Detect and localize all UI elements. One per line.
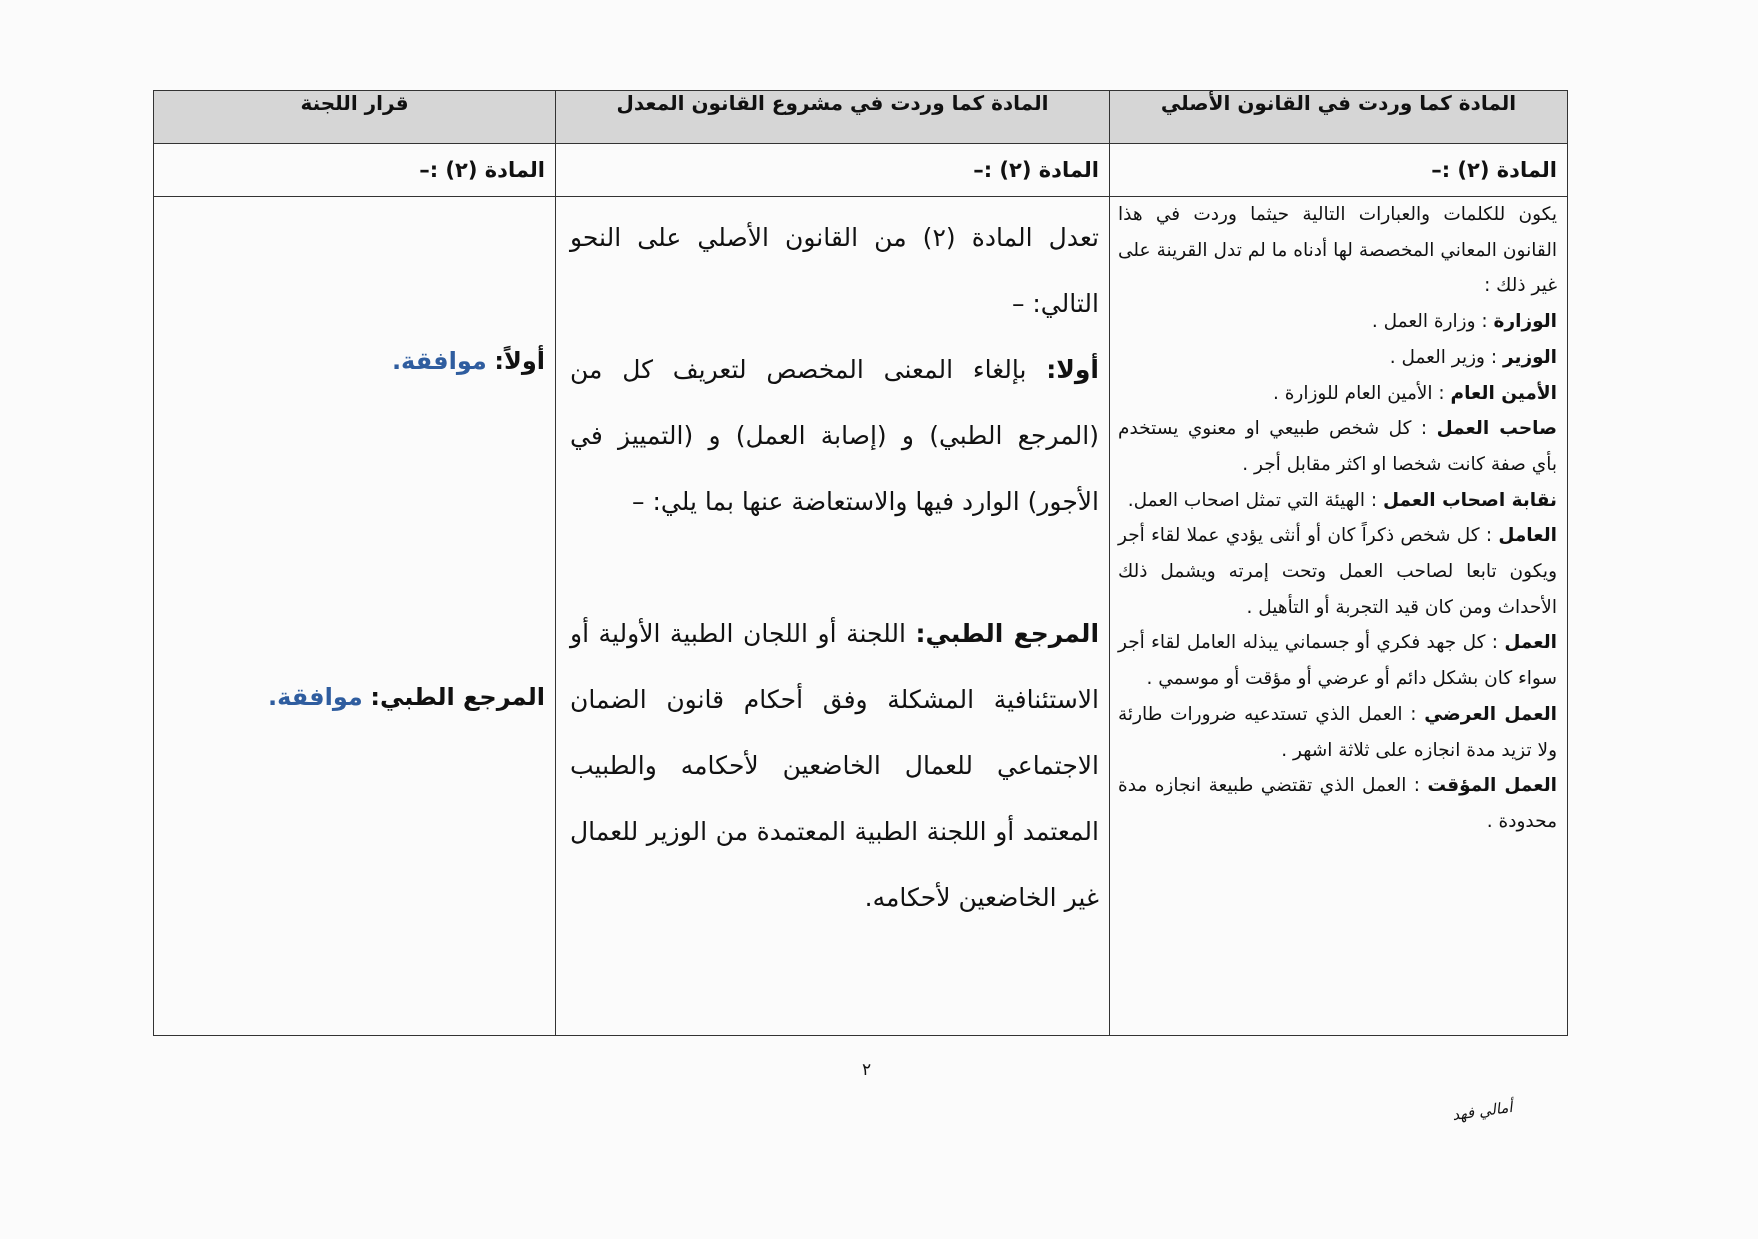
definition-item [1118,376,1557,412]
amended-first-clause [570,337,1099,535]
definition-text: : العمل الذي تقتضي طبيعة انجازه مدة محدودة . [1118,775,1557,832]
definition-text: : الهيئة التي تمثل اصحاب العمل. [1127,489,1383,511]
comparison-table [153,90,1568,1036]
decision-first-value: موافقة. [391,347,487,375]
page-number: ٢ [862,1060,872,1080]
article-label-decision: المادة (٢) :– [154,144,556,197]
definition-item [1118,483,1557,519]
decision-medical-value: موافقة. [267,683,363,711]
definition-term: العمل [1504,632,1557,654]
header-row [154,91,1568,144]
amended-intro: تعدل المادة (٢) من القانون الأصلي على النحو التالي: – [570,223,1099,318]
definition-term: الوزير [1503,346,1557,368]
definition-text: : العمل الذي تستدعيه ضرورات طارئة ولا تزيد مدة انجازه على ثلاثة اشهر . [1118,703,1557,761]
definition-text: : كل شخص طبيعي او معنوي يستخدم بأي صفة كانت شخصا او اكثر مقابل أجر . [1118,418,1557,475]
header-committee-decision: قرار اللجنة [154,91,556,144]
definition-item [1118,518,1557,625]
amended-first-text: بإلغاء المعنى المخصص لتعريف كل من (المرجع الطبي) و (إصابة العمل) و (التمييز في الأجور) الوارد فيها والاستعاضة عنها بما يلي: – [570,355,1099,516]
definition-term: العمل المؤقت [1427,775,1557,797]
decision-medical [268,683,545,711]
definition-text: : وزير العمل . [1389,346,1503,368]
definition-term: العامل [1498,525,1557,547]
original-law-text [1110,197,1568,1036]
definition-term: الأمين العام [1450,382,1557,404]
signature: أمالي فهد [1451,1097,1514,1125]
definition-text: : كل جهد فكري أو جسماني يبذله العامل لقاء أجر سواء كان بشكل دائم أو عرضي أو مؤقت أو موسمي . [1118,632,1557,690]
definition-item [1118,304,1557,340]
original-intro: يكون للكلمات والعبارات التالية حيثما وردت في هذا القانون المعاني المخصصة لها أدناه ما لم تدل القرينة على غير ذلك : [1118,204,1557,297]
amended-medical-text: اللجنة أو اللجان الطبية الأولية أو الاستئنافية المشكلة وفق أحكام قانون الضمان الاجتماعي للعمال الخاضعين لأحكامه والطبيب المعتمد أو اللجنة الطبية المعتمدة من الوزير للعمال غير الخاضعين لأحكامه. [570,619,1099,912]
decision-first [392,347,545,375]
article-label-amended: المادة (٢) :– [556,144,1110,197]
amended-first-label: أولا: [1046,355,1099,384]
definition-term: العمل العرضي [1424,703,1557,725]
article-row [154,144,1568,197]
definition-item [1118,768,1557,839]
definition-text: : الأمين العام للوزارة . [1272,382,1451,404]
committee-decision-cell [154,197,556,1036]
definition-item [1118,697,1557,768]
definition-term: صاحب العمل [1436,418,1557,440]
definition-item [1118,625,1557,696]
decision-medical-label: المرجع الطبي: [370,683,545,711]
definition-text: : وزارة العمل . [1371,311,1494,333]
definition-text: : كل شخص ذكراً كان أو أنثى يؤدي عملا لقاء أجر ويكون تابعا لصاحب العمل وتحت إمرته ويشمل ذلك الأحداث ومن كان قيد التجربة أو التأهيل . [1118,525,1557,618]
article-label-original: المادة (٢) :– [1110,144,1568,197]
content-row [154,197,1568,1036]
header-amended-bill: المادة كما وردت في مشروع القانون المعدل [556,91,1110,144]
definition-term: نقابة اصحاب العمل [1383,489,1557,511]
amended-medical-label: المرجع الطبي: [915,619,1100,648]
decision-first-label: أولاً: [494,347,545,375]
definition-item [1118,340,1557,376]
amended-medical-clause [570,601,1099,931]
spacer [570,535,1099,601]
amended-bill-text [556,197,1110,1036]
header-original-law: المادة كما وردت في القانون الأصلي [1110,91,1568,144]
definition-item [1118,411,1557,482]
definition-term: الوزارة [1493,311,1557,333]
